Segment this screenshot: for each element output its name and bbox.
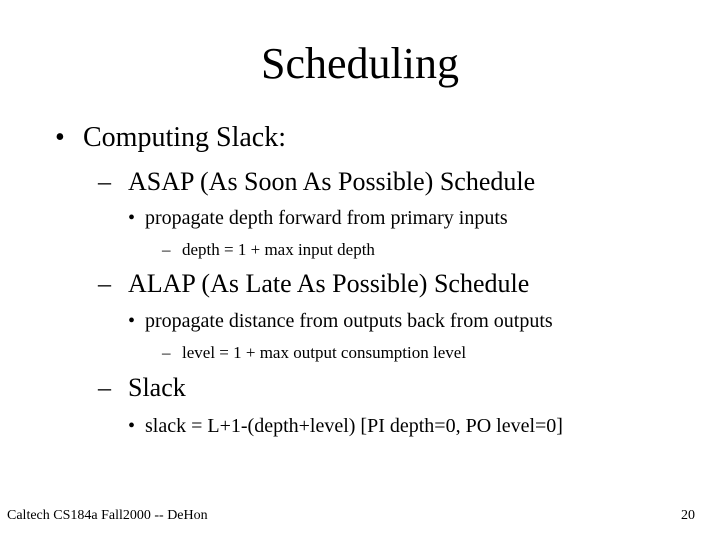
bullet-computing-slack	[55, 120, 286, 156]
bullet-text: propagate depth forward from primary inputs	[145, 207, 508, 229]
bullet-marker: •	[128, 415, 136, 437]
bullet-text: slack = L+1-(depth+level) [PI depth=0, PO level=0]	[145, 415, 563, 437]
bullet-level-formula	[162, 342, 466, 364]
bullet-text: ALAP (As Late As Possible) Schedule	[128, 269, 530, 298]
bullet-slack	[98, 372, 186, 404]
bullet-propagate-depth	[128, 205, 508, 231]
bullet-asap-schedule	[98, 166, 535, 198]
bullet-marker: –	[98, 373, 111, 402]
bullet-alap-schedule	[98, 268, 529, 300]
bullet-text: ASAP (As Soon As Possible) Schedule	[128, 167, 536, 196]
bullet-propagate-distance	[128, 308, 553, 334]
bullet-text: depth = 1 + max input depth	[182, 240, 375, 259]
bullet-marker: •	[128, 310, 136, 332]
bullet-text: Slack	[128, 373, 186, 402]
bullet-depth-formula	[162, 239, 375, 261]
bullet-marker: –	[98, 167, 111, 196]
page-number: 20	[681, 508, 695, 523]
bullet-text: propagate distance from outputs back from outputs	[145, 310, 553, 332]
bullet-marker: –	[162, 240, 171, 259]
bullet-marker: •	[128, 207, 136, 229]
bullet-slack-formula	[128, 413, 563, 439]
bullet-text: level = 1 + max output consumption level	[182, 343, 467, 362]
bullet-marker: •	[55, 122, 65, 153]
footer-course-credit: Caltech CS184a Fall2000 -- DeHon	[7, 508, 208, 523]
bullet-text: Computing Slack:	[83, 122, 286, 153]
slide-title: Scheduling	[261, 39, 459, 88]
bullet-marker: –	[98, 269, 111, 298]
bullet-marker: –	[162, 343, 171, 362]
